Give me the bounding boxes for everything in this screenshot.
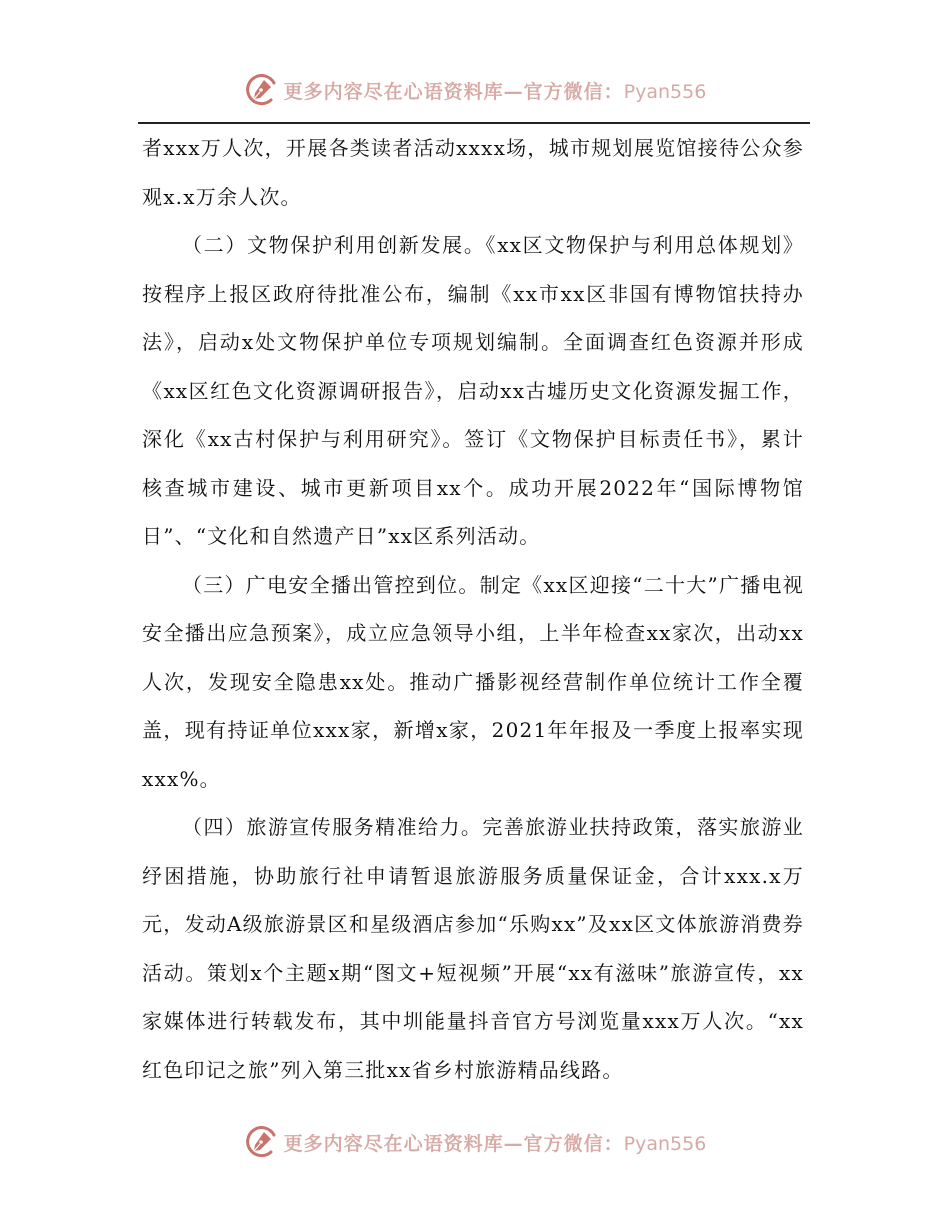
footer-wechat-id: Pyan556 [623,1132,707,1155]
header-banner-inner [244,73,707,107]
footer-banner-inner [244,1125,707,1159]
paragraph-broadcast-safety: （三）广电安全播出管控到位。制定《xx区迎接“二十大”广播电视安全播出应急预案》，成立应急领导小组，上半年检查xx家次，出动xx人次，发现安全隐患xx处。推动广播影视经营制作单位统计工作全覆盖，现有持证单位xxx家，新增x家，2021年年报及一季度上报率实现xxx%。 [142,572,804,791]
footer-promo-text: 更多内容尽在心语资料库—官方微信： [283,1132,624,1155]
header-promo-text: 更多内容尽在心语资料库—官方微信： [283,80,624,103]
document-body [142,124,804,1094]
footer-promo [284,1129,707,1156]
header-promo [284,77,707,104]
paragraph-tourism-promotion: （四）旅游宣传服务精准给力。完善旅游业扶持政策，落实旅游业纾困措施，协助旅行社申请暂退旅游服务质量保证金，合计xxx.x万元，发动A级旅游景区和星级酒店参加“乐购xx”及xx区文体旅游消费券活动。策划x个主题x期“图文+短视频”开展“xx有滋味”旅游宣传，xx家媒体进行转载发布，其中圳能量抖音官方号浏览量xxx万人次。“xx红色印记之旅”列入第三批xx省乡村旅游精品线路。 [142,815,804,1082]
pen-nib-logo-icon [244,73,278,107]
header-banner [0,70,950,110]
paragraph-continued: 者xxx万人次，开展各类读者活动xxxx场，城市规划展览馆接待公众参观x.x万余人次。 [142,136,804,209]
footer-banner [0,1122,950,1162]
paragraph-heritage-protection: （二）文物保护利用创新发展。《xx区文物保护与利用总体规划》按程序上报区政府待批准公布，编制《xx市xx区非国有博物馆扶持办法》，启动x处文物保护单位专项规划编制。全面调查红色资源并形成《xx区红色文化资源调研报告》，启动xx古墟历史文化资源发掘工作，深化《xx古村保护与利用研究》。签订《文物保护目标责任书》，累计核查城市建设、城市更新项目xx个。成功开展2022年“国际博物馆日”、“文化和自然遗产日”xx区系列活动。 [142,233,804,548]
header-wechat-id: Pyan556 [623,80,707,103]
pen-nib-logo-icon [244,1125,278,1159]
